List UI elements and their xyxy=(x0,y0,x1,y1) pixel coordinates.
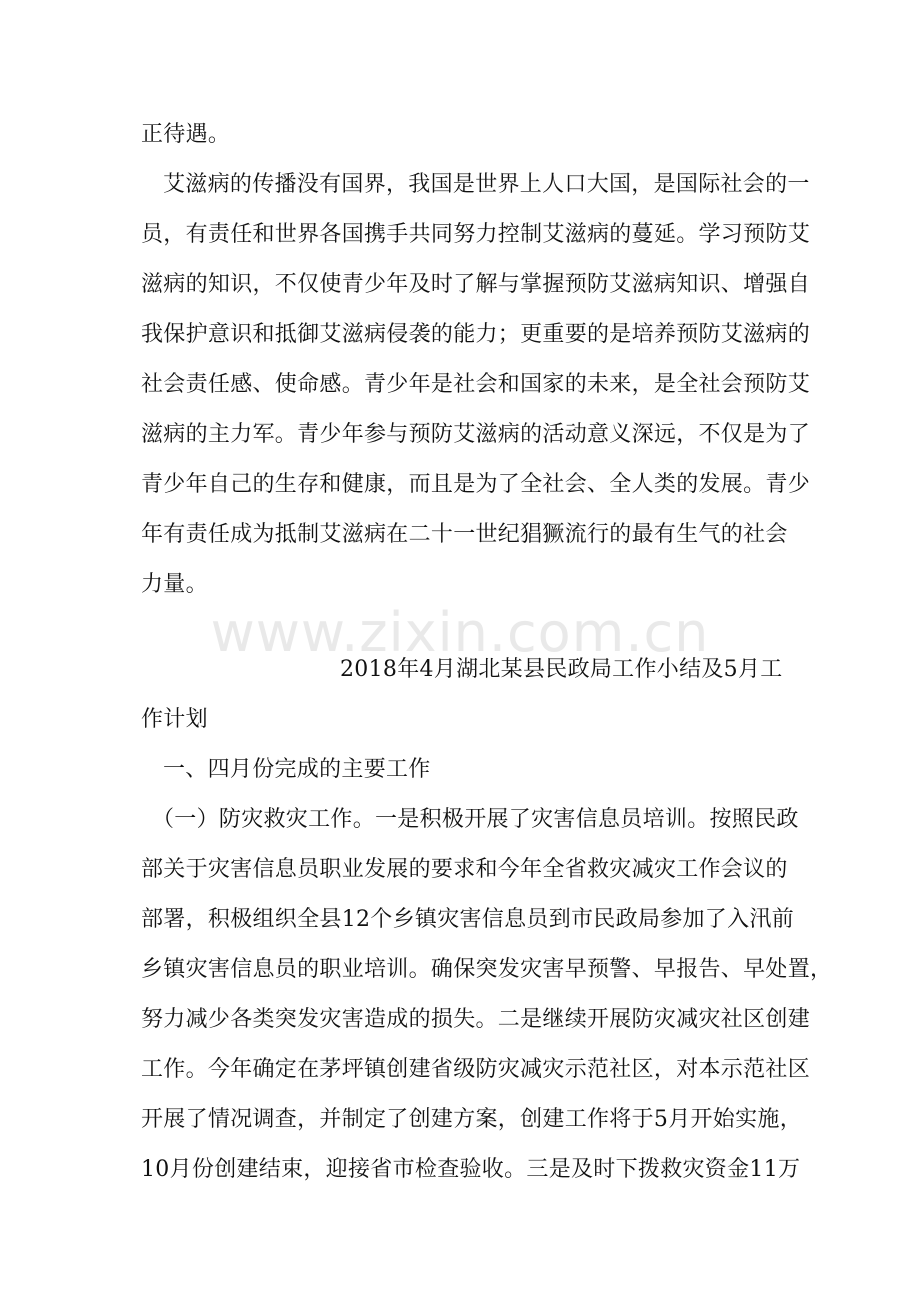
document-title-continued: 作计划 xyxy=(141,707,208,732)
paragraph-line: 社会责任感、使命感。青少年是社会和国家的未来，是全社会预防艾 xyxy=(141,372,811,397)
section-heading: 一、四月份完成的主要工作 xyxy=(163,757,431,782)
paragraph-line: 青少年自己的生存和健康，而且是为了全社会、全人类的发展。青少 xyxy=(141,472,811,497)
paragraph-line: 滋病的知识，不仅使青少年及时了解与掌握预防艾滋病知识、增强自 xyxy=(141,272,811,297)
paragraph-line: （一）防灾救灾工作。一是积极开展了灾害信息员培训。按照民政 xyxy=(152,807,799,832)
paragraph-line: 员，有责任和世界各国携手共同努力控制艾滋病的蔓延。学习预防艾 xyxy=(141,222,811,247)
paragraph-line: 10月份创建结束，迎接省市检查验收。三是及时下拨救灾资金11万 xyxy=(141,1157,801,1182)
paragraph-line: 力量。 xyxy=(141,572,208,597)
paragraph-line: 努力减少各类突发灾害造成的损失。二是继续开展防灾减灾社区创建 xyxy=(141,1007,811,1032)
paragraph-line: 滋病的主力军。青少年参与预防艾滋病的活动意义深远，不仅是为了 xyxy=(141,422,811,447)
paragraph-line: 工作。今年确定在茅坪镇创建省级防灾减灾示范社区，对本示范社区 xyxy=(141,1057,811,1082)
paragraph-line: 部署，积极组织全县12个乡镇灾害信息员到市民政局参加了入汛前 xyxy=(141,907,794,932)
document-title: 2018年4月湖北某县民政局工作小结及5月工 xyxy=(340,657,783,682)
paragraph-line: 乡镇灾害信息员的职业培训。确保突发灾害早预警、早报告、早处置， xyxy=(141,957,833,982)
paragraph-line: 我保护意识和抵御艾滋病侵袭的能力；更重要的是培养预防艾滋病的 xyxy=(141,322,811,347)
watermark: www.zixin.com.cn xyxy=(210,601,710,664)
paragraph-line: 部关于灾害信息员职业发展的要求和今年全省救灾减灾工作会议的 xyxy=(141,857,788,882)
paragraph-line: 艾滋病的传播没有国界，我国是世界上人口大国，是国际社会的一 xyxy=(163,172,810,197)
paragraph-line: 正待遇。 xyxy=(141,122,231,147)
paragraph-line: 年有责任成为抵制艾滋病在二十一世纪猖獗流行的最有生气的社会 xyxy=(141,522,788,547)
paragraph-line: 开展了情况调查，并制定了创建方案，创建工作将于5月开始实施， xyxy=(141,1107,802,1132)
